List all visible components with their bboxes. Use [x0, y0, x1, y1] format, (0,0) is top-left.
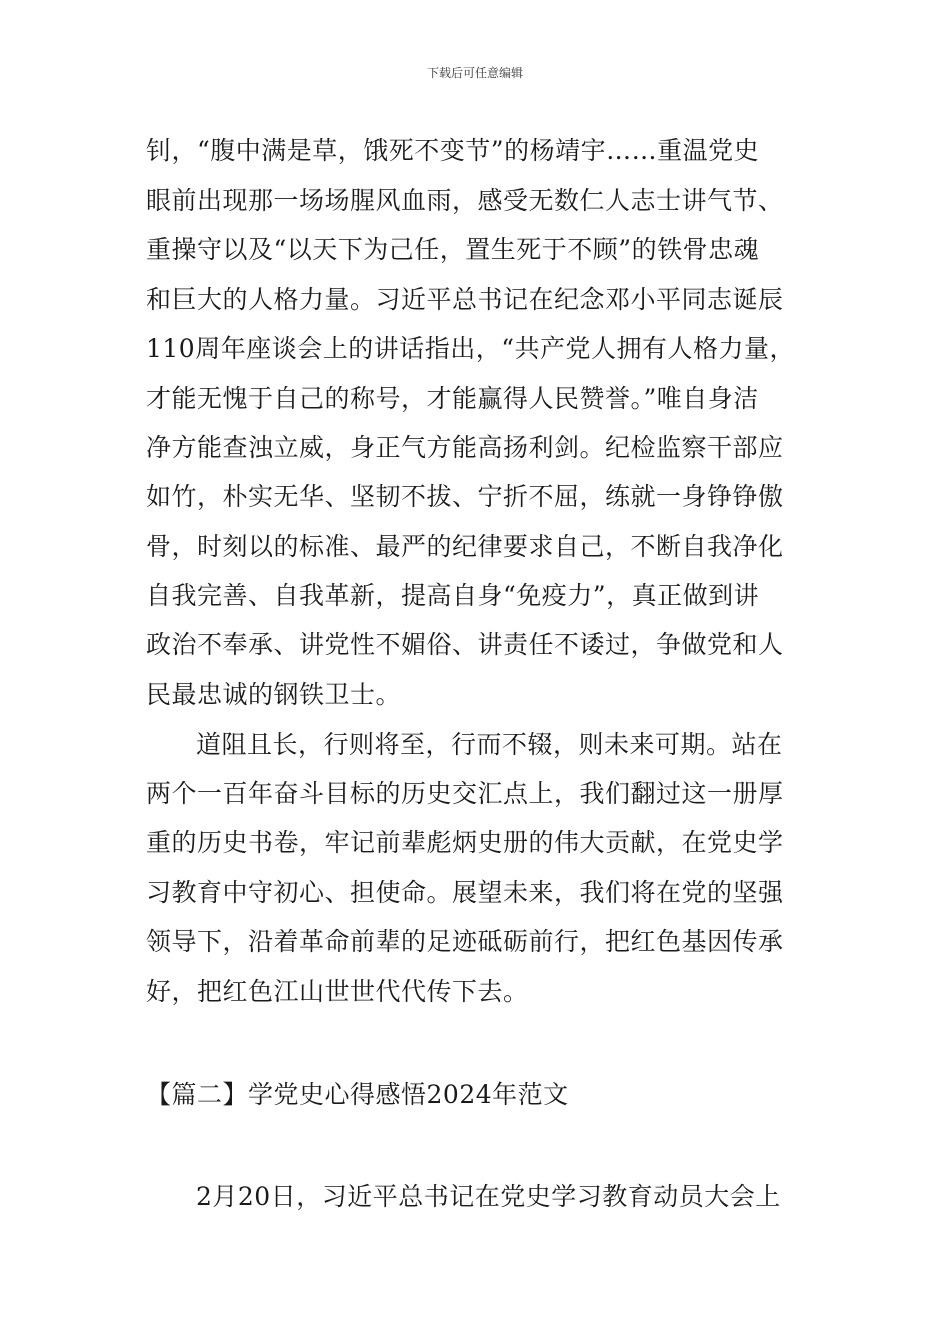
paragraph-2-line-5: 领导下，沿着革命前辈的足迹砥砺前行，把红色基因传承	[146, 927, 784, 956]
paragraph-1-line-2: 眼前出现那一场场腥风血雨，感受无数仁人志士讲气节、	[146, 186, 784, 215]
paragraph-2-line-1: 道阻且长，行则将至，行而不辍，则未来可期。站在	[196, 730, 783, 759]
paragraph-3-line-1: 2月20日，习近平总书记在党史学习教育动员大会上	[196, 1182, 781, 1211]
paragraph-2-line-4: 习教育中守初心、担使命。展望未来，我们将在党的坚强	[146, 878, 784, 907]
paragraph-2-line-3: 重的历史书卷，牢记前辈彪炳史册的伟大贡献，在党史学	[146, 828, 784, 857]
paragraph-1-line-10: 自我完善、自我革新，提高自身“免疫力”，真正做到讲	[146, 581, 760, 610]
paragraph-1-line-3: 重操守以及“以天下为己任，置生死于不顾”的铁骨忠魂	[146, 235, 760, 264]
paragraph-1-line-4: 和巨大的人格力量。习近平总书记在纪念邓小平同志诞辰	[146, 285, 784, 314]
paragraph-2-line-2: 两个一百年奋斗目标的历史交汇点上，我们翻过这一册厚	[146, 779, 784, 808]
paragraph-1-line-8: 如竹，朴实无华、坚韧不拔、宁折不屈，练就一身铮铮傲	[146, 482, 784, 511]
paragraph-1-line-12: 民最忠诚的钢铁卫士。	[146, 680, 402, 709]
header-note: 下载后可任意编辑	[426, 66, 523, 80]
paragraph-1-line-1: 钊，“腹中满是草，饿死不变节”的杨靖宇……重温党史	[146, 136, 760, 165]
paragraph-1-line-9: 骨，时刻以的标准、最严的纪律要求自己，不断自我净化	[146, 532, 784, 561]
paragraph-1-line-6: 才能无愧于自己的称号，才能赢得人民赞誉。”唯自身洁	[146, 384, 759, 413]
paragraph-1-line-7: 净方能查浊立威，身正气方能高扬利剑。纪检监察干部应	[146, 433, 784, 462]
section-heading: 【篇二】学党史心得感悟2024年范文	[146, 1080, 569, 1109]
paragraph-2-line-6: 好，把红色江山世世代代传下去。	[146, 977, 529, 1006]
paragraph-1-line-5: 110周年座谈会上的讲话指出，“共产党人拥有人格力量，	[146, 334, 796, 363]
paragraph-1-line-11: 政治不奉承、讲党性不媚俗、讲责任不诿过，争做党和人	[146, 630, 784, 659]
